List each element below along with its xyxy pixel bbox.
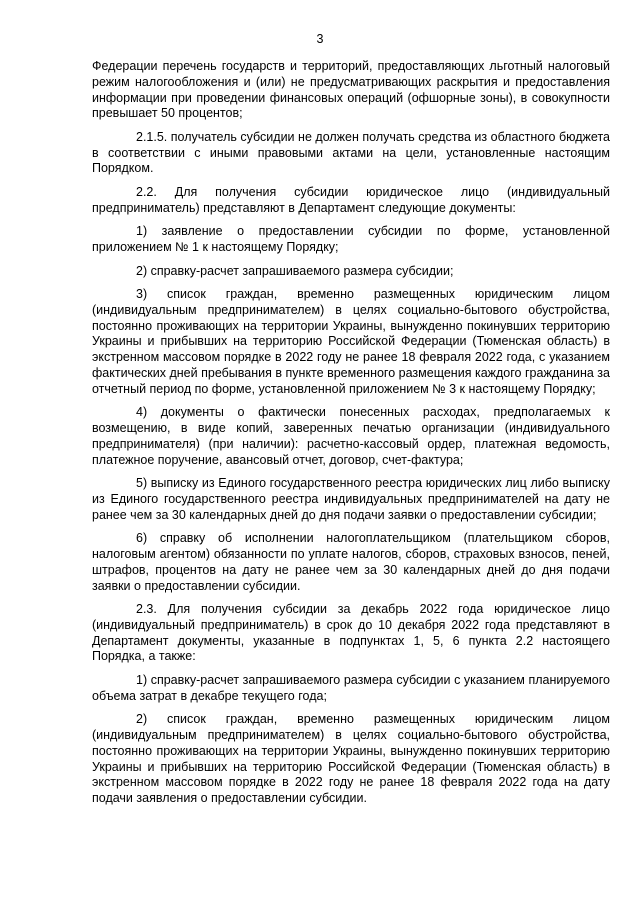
paragraph-2-3-item-1: 1) справку-расчет запрашиваемого размера субсидии с указанием планируемого объема затрат в декабре текущего года; [92, 672, 610, 703]
paragraph-2-2-item-4: 4) документы о фактически понесенных расходах, предполагаемых к возмещению, в виде копий, заверенных печатью организации (индивидуального предпринимателя) (при наличии): расчетно-кассовый ордер, платежная ведомость, платежное поручение, авансовый отчет, договор, счет-фактура; [92, 405, 610, 467]
paragraph-2-3-item-2: 2) список граждан, временно размещенных юридическим лицом (индивидуальным предпринимателем) в целях социально-бытового обустройства, постоянно проживающих на территории Украины, вынужденно покинувших территорию Украины и прибывших на территорию Российской Федерации (Тюменская область) в экстренном массовом порядке в 2022 году не ранее 18 февраля 2022 года на дату подачи заявления о предоставлении субсидии. [92, 712, 610, 806]
paragraph-2-2: 2.2. Для получения субсидии юридическое лицо (индивидуальный предприниматель) представляют в Департамент следующие документы: [92, 184, 610, 215]
paragraph-2-2-item-1: 1) заявление о предоставлении субсидии по форме, установленной приложением № 1 к настоящему Порядку; [92, 224, 610, 255]
document-body [92, 59, 610, 807]
paragraph-2-2-item-6: 6) справку об исполнении налогоплательщиком (плательщиком сборов, налоговым агентом) обязанности по уплате налогов, сборов, страховых взносов, пеней, штрафов, процентов на дату не ранее чем за 30 календарных дней до дня подачи заявки о предоставлении субсидии. [92, 531, 610, 593]
paragraph-2-1-5: 2.1.5. получатель субсидии не должен получать средства из областного бюджета в соответствии с иными правовыми актами на цели, установленные настоящим Порядком. [92, 129, 610, 176]
paragraph-2-2-item-3: 3) список граждан, временно размещенных юридическим лицом (индивидуальным предпринимателем) в целях социально-бытового обустройства, постоянно проживающих на территории Украины, вынужденно покинувших территорию Украины и прибывших на территорию Российской Федерации (Тюменская область) в экстренном массовом порядке в 2022 году не ранее 18 февраля 2022 года, с указанием фактических дней пребывания в пункте временного размещения каждого гражданина за отчетный период по форме, установленной приложением № 3 к настоящему Порядку; [92, 287, 610, 396]
paragraph-2-2-item-2: 2) справку-расчет запрашиваемого размера субсидии; [136, 263, 454, 278]
paragraph-offshore-continuation: Федерации перечень государств и территорий, предоставляющих льготный налоговый режим налогообложения и (или) не предусматривающих раскрытия и предоставления информации при проведении финансовых операций (офшорные зоны), в совокупности превышает 50 процентов; [92, 59, 610, 121]
page-number: 3 [316, 32, 324, 46]
paragraph-2-3: 2.3. Для получения субсидии за декабрь 2022 года юридическое лицо (индивидуальный предприниматель) в срок до 10 декабря 2022 года представляют в Департамент документы, указанные в подпунктах 1, 5, 6 пункта 2.2 настоящего Порядка, а также: [92, 602, 610, 664]
paragraph-2-2-item-5: 5) выписку из Единого государственного реестра юридических лиц либо выписку из Единого государственного реестра индивидуальных предпринимателей на дату не ранее чем за 30 календарных дней до дня подачи заявки о предоставлении субсидии; [92, 476, 610, 522]
